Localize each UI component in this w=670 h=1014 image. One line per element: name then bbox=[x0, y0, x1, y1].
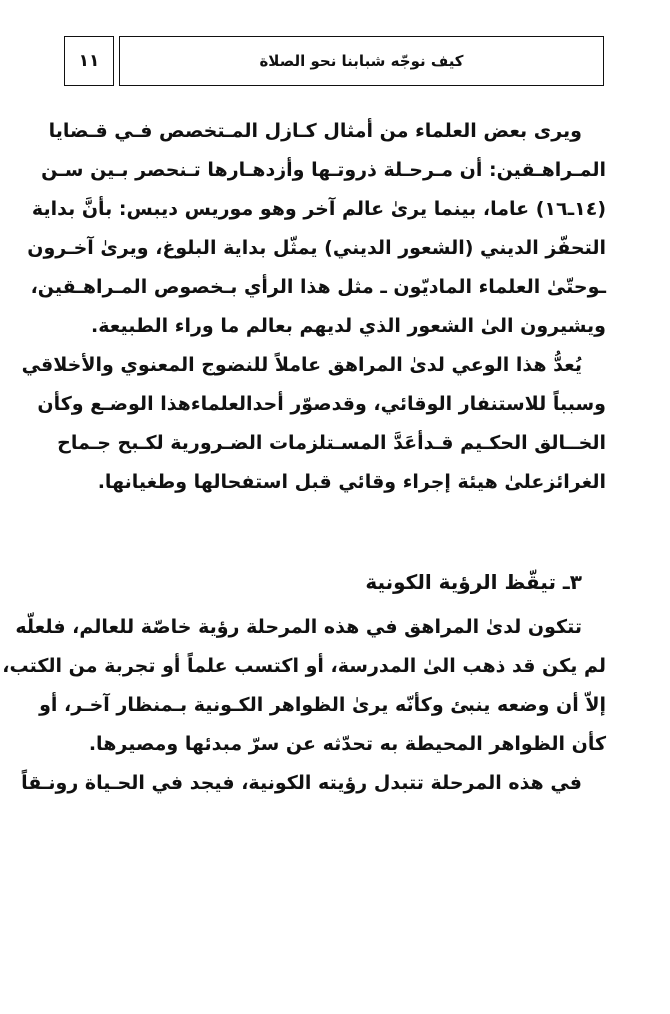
text-line: ويرى بعض العلماء من أمثال كـازل المـتخصص فـي قـضايا bbox=[48, 120, 582, 142]
text-line: تتكون لدىٰ المراهق في هذه المرحلة رؤية خاصّة للعالم، فلعلّه bbox=[15, 616, 582, 638]
text-line: يُعدُّ هذا الوعي لدىٰ المراهق عاملاً للنضوج المعنوي والأخلاقي bbox=[21, 354, 582, 376]
text-line: الغرائزعلىٰ هيئة إجراء وقائي قبل استفحالها وطغيانها. bbox=[97, 471, 606, 493]
section-heading: ٣ـ تيقّظ الرؤية الكونية bbox=[365, 570, 582, 594]
text-line: المـراهـقين: أن مـرحـلة ذروتـها وأزدهـارها تـنحصر بـين سـن bbox=[41, 159, 606, 181]
text-line: التحفّز الديني (الشعور الديني) يمثّل بداية البلوغ، ويرىٰ آخـرون bbox=[27, 237, 606, 259]
text-line: الخــالق الحكـيم قـدأعَدَّ المسـتلزمات الضـرورية لكـبح جـماح bbox=[57, 432, 606, 454]
paragraph bbox=[2, 608, 606, 764]
text-line: ـوحتّىٰ العلماء الماديّون ـ مثل هذا الرأي بـخصوص المـراهـقين، bbox=[30, 276, 606, 298]
text-line: في هذه المرحلة تتبدل رؤيته الكونية، فيجد في الحـياة رونـقاً bbox=[21, 772, 582, 794]
page-header bbox=[64, 36, 604, 86]
paragraph bbox=[21, 764, 606, 803]
text-line: كأن الظواهر المحيطة به تحدّثه عن سرّ مبدئها ومصيرها. bbox=[88, 733, 606, 755]
paragraph bbox=[21, 346, 606, 502]
page-body bbox=[2, 112, 606, 803]
paragraph bbox=[27, 112, 606, 346]
text-line: لم يكن قد ذهب الىٰ المدرسة، أو اكتسب علماً أو تجربة من الكتب، bbox=[2, 655, 606, 677]
text-line: وسبباً للاستنفار الوقائي، وقدصوّر أحدالعلماءهذا الوضـع وكأن bbox=[37, 393, 606, 415]
text-line: ويشيرون الىٰ الشعور الذي لديهم بعالم ما وراء الطبيعة. bbox=[91, 315, 606, 337]
running-title: كيف نوجّه شبابنا نحو الصلاة bbox=[119, 36, 604, 86]
text-line: إلاّ أن وضعه ينبئ وكأنّه يرىٰ الظواهر الكـونية بـمنظار آخـر، أو bbox=[39, 694, 606, 716]
text-line: (١٤ـ١٦) عاما، بينما يرىٰ عالم آخر وهو موريس ديبس: بأنَّ بداية bbox=[31, 198, 606, 220]
page-number: ١١ bbox=[64, 36, 114, 86]
